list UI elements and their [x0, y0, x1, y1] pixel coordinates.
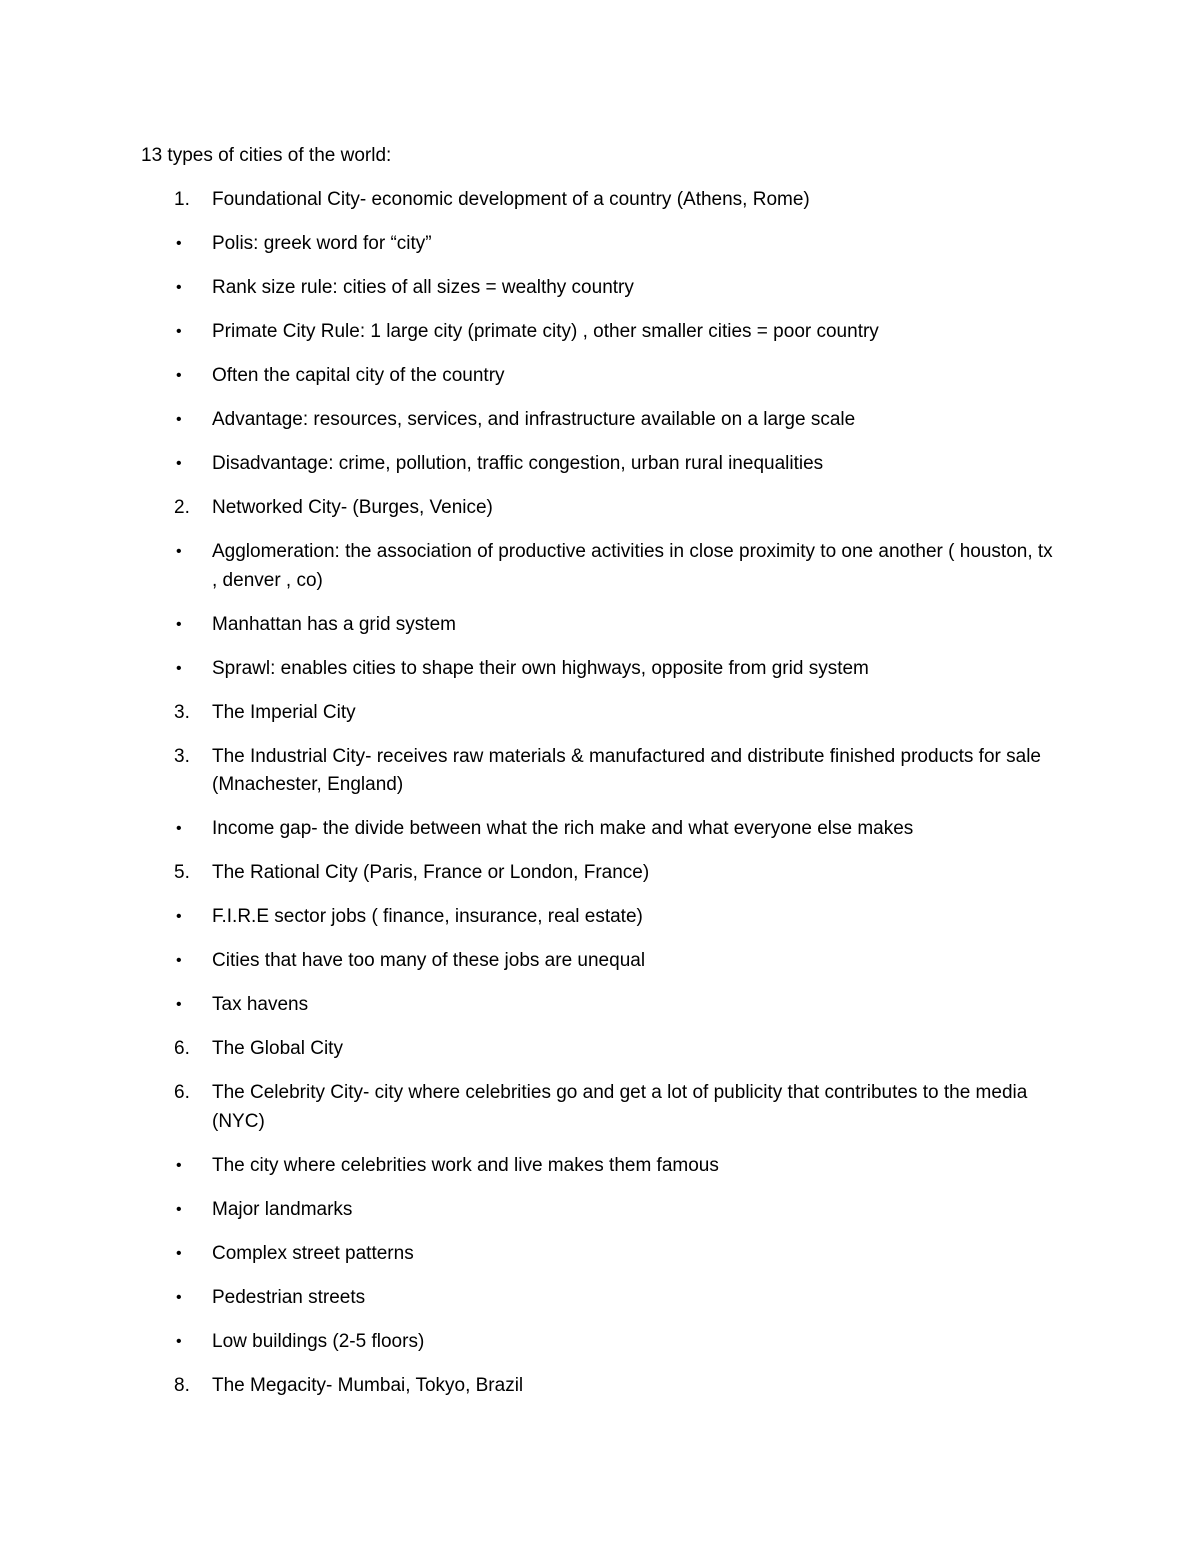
numbered-list-item	[0, 859, 1062, 888]
list-item-text: The city where celebrities work and live makes them famous	[212, 1154, 719, 1176]
bullet-list-item	[0, 1196, 1062, 1225]
number-marker: 6.	[174, 1038, 190, 1059]
number-marker: 5.	[174, 862, 190, 883]
list-item-text: Income gap- the divide between what the rich make and what everyone else makes	[212, 818, 914, 839]
number-marker: 3.	[174, 701, 190, 723]
bullet-list-item	[0, 947, 1062, 976]
bullet-list-item	[0, 538, 1062, 595]
list-item-text: Manhattan has a grid system	[212, 613, 456, 635]
list-item-text: Disadvantage: crime, pollution, traffic congestion, urban rural inequalities	[212, 453, 824, 474]
list-item-text: The Industrial City- receives raw materials & manufactured and distribute finished products for sale (Mnachester, England)	[212, 745, 1041, 795]
bullet-list-item	[0, 274, 1062, 303]
bullet-list-item	[0, 362, 1062, 391]
list-item-text: The Megacity- Mumbai, Tokyo, Brazil	[212, 1374, 524, 1396]
bullet-list-item	[0, 903, 1062, 932]
number-marker: 2.	[174, 497, 190, 518]
number-marker: 3.	[174, 745, 190, 767]
list-item-text: Advantage: resources, services, and infrastructure available on a large scale	[212, 409, 856, 430]
list-item-text: Pedestrian streets	[212, 1286, 366, 1308]
bullet-marker: •	[176, 908, 182, 925]
bullet-list-item	[0, 655, 1062, 684]
bullet-marker: •	[176, 820, 182, 837]
bullet-marker: •	[176, 952, 182, 969]
bullet-list-item	[0, 1328, 1062, 1357]
list-item-text: Agglomeration: the association of productive activities in close proximity to one another ( houston, tx , denver , co)	[212, 541, 1053, 591]
bullet-marker: •	[176, 235, 182, 252]
bullet-list-item	[0, 1284, 1062, 1313]
list-item-text: Often the capital city of the country	[212, 365, 505, 386]
numbered-list-item	[0, 1035, 1062, 1064]
numbered-list-item	[0, 743, 1062, 800]
bullet-marker: •	[176, 1244, 182, 1262]
list-item-text: Complex street patterns	[212, 1242, 414, 1264]
list-item-text: The Rational City (Paris, France or London, France)	[212, 862, 650, 883]
list-item-text: Cities that have too many of these jobs are unequal	[212, 950, 646, 971]
bullet-list-item	[0, 991, 1062, 1020]
list-item-text: The Imperial City	[212, 701, 356, 723]
numbered-list-item	[0, 1079, 1062, 1136]
numbered-list-item	[0, 699, 1062, 728]
bullet-marker: •	[176, 1200, 182, 1218]
bullet-marker: •	[176, 615, 182, 633]
list-item-text: Tax havens	[212, 994, 309, 1015]
bullet-marker: •	[176, 279, 182, 296]
list-item-text: Sprawl: enables cities to shape their own highways, opposite from grid system	[212, 657, 869, 679]
bullet-marker: •	[176, 367, 182, 384]
numbered-list-item	[0, 494, 1062, 523]
numbered-list-item	[0, 1372, 1062, 1401]
list-item-text: Low buildings (2-5 floors)	[212, 1330, 425, 1352]
list-item-text: Foundational City- economic development of a country (Athens, Rome)	[212, 189, 810, 210]
bullet-list-item	[0, 1240, 1062, 1269]
number-marker: 1.	[174, 189, 190, 210]
list-item-text: The Global City	[212, 1038, 343, 1059]
number-marker: 8.	[174, 1374, 190, 1396]
bullet-marker: •	[176, 659, 182, 677]
bullet-marker: •	[176, 455, 182, 472]
list-item-text: Polis: greek word for “city”	[212, 233, 432, 254]
bullet-list-item	[0, 815, 1062, 844]
bullet-list-item	[0, 450, 1062, 479]
bullet-marker: •	[176, 1156, 182, 1174]
bullet-list-item	[0, 230, 1062, 259]
bullet-list-item	[0, 318, 1062, 347]
bullet-list-item	[0, 1152, 1062, 1181]
list-item-text: F.I.R.E sector jobs ( finance, insurance, real estate)	[212, 906, 643, 927]
document-heading: 13 types of cities of the world:	[141, 145, 392, 166]
bullet-marker: •	[176, 996, 182, 1013]
list-item-text: Major landmarks	[212, 1198, 353, 1220]
number-marker: 6.	[174, 1082, 190, 1103]
bullet-marker: •	[176, 543, 182, 560]
list-item-text: Primate City Rule: 1 large city (primate city) , other smaller cities = poor country	[212, 321, 879, 342]
notes-list	[0, 186, 1200, 1416]
list-item-text: The Celebrity City- city where celebrities go and get a lot of publicity that contributes to the media (NYC)	[212, 1082, 1028, 1132]
bullet-list-item	[0, 406, 1062, 435]
bullet-marker: •	[176, 1332, 182, 1350]
bullet-marker: •	[176, 323, 182, 340]
bullet-marker: •	[176, 1288, 182, 1306]
bullet-marker: •	[176, 411, 182, 428]
numbered-list-item	[0, 186, 1062, 215]
bullet-list-item	[0, 611, 1062, 640]
list-item-text: Rank size rule: cities of all sizes = wealthy country	[212, 277, 634, 298]
list-item-text: Networked City- (Burges, Venice)	[212, 497, 493, 518]
